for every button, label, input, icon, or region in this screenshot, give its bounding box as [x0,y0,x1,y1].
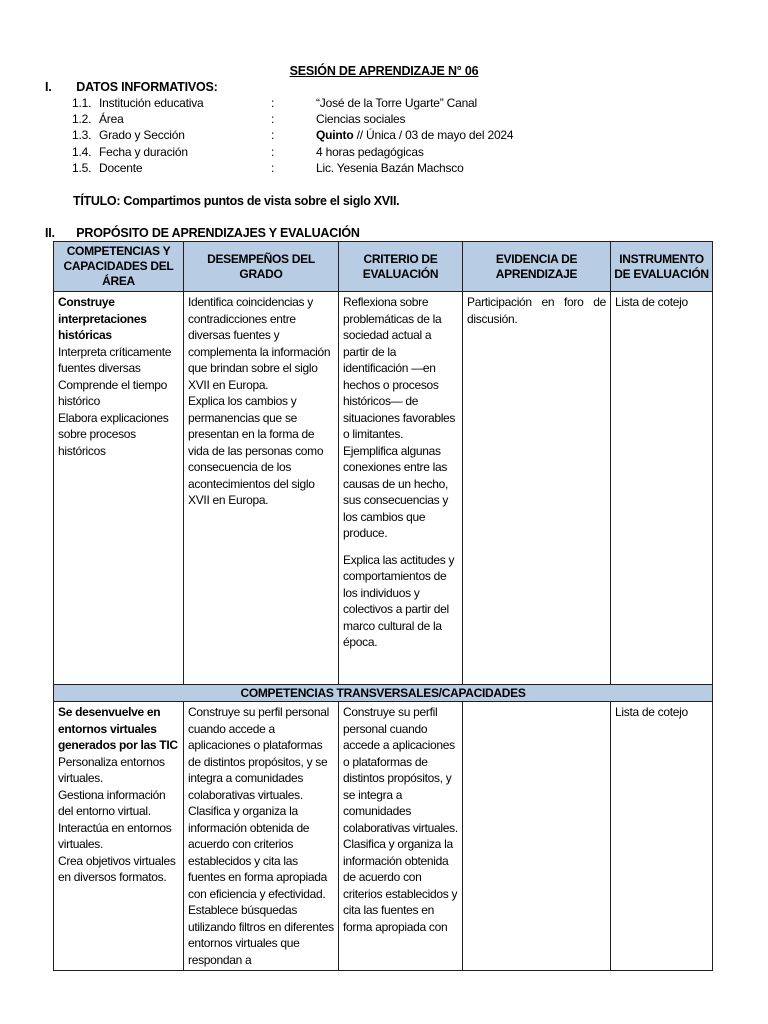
info-colon: : [271,112,275,126]
evidence-cell [463,292,611,685]
evidence-cell [463,702,611,971]
transversal-band-row [54,685,713,702]
section-1-number: I. [45,80,52,94]
criteria-text-2: Explica las actitudes y comportamientos de los individuos y colectivos a partir del marco cultural de la época. [343,552,455,649]
instrument-text: Lista de cotejo [615,295,688,309]
info-value: Ciencias sociales [316,112,406,126]
evidence-text: Participación en foro de discusión. [467,295,606,326]
instrument-text: Lista de cotejo [615,705,688,719]
criteria-text: Reflexiona sobre problemáticas de la sociedad actual a partir de la identificación —en hechos o procesos históricos— de situaciones favorables o limitantes. Ejemplifica algunas conexiones entre las causas de un hecho, sus consecuencias y los cambios que produce. [343,295,456,540]
info-value [316,128,513,142]
info-label: Área [99,112,124,126]
criteria-cell [339,292,463,685]
header-performance: DESEMPEÑOS DEL GRADO [184,242,339,292]
info-number: 1.4. [72,145,92,159]
info-number: 1.5. [72,161,92,175]
info-label: Fecha y duración [99,145,188,159]
criteria-text: Construye su perfil personal cuando accede a aplicaciones o plataformas de distintos propósitos, y se integra a comunidades colaborativas virtuales. Clasifica y organiza la información obtenida de acuerdo con criterios establecidos y cita las fuentes en forma apropiada con [343,705,458,934]
capacities-list: Personaliza entornos virtuales. Gestiona información del entorno virtual. Interactúa en entornos virtuales. Crea objetivos virtuales en diversos formatos. [58,754,176,884]
section-1-title: DATOS INFORMATIVOS: [76,80,218,94]
performance-text: Construye su perfil personal cuando accede a aplicaciones o plataformas de distintos propósitos, y se integra a comunidades colaborativas virtuales. Clasifica y organiza la información obtenida de acuerdo con criterios establecidos y cita las fuentes en forma apropiada con eficiencia y efectividad. Establece búsquedas utilizando filtros en diferentes entornos virtuales que respondan a [188,705,334,967]
info-colon: : [271,128,275,142]
table-header-row [54,242,713,292]
info-label: Grado y Sección [99,128,185,142]
header-competencies: COMPETENCIAS Y CAPACIDADES DEL ÁREA [54,242,184,292]
info-colon: : [271,145,275,159]
info-value: Lic. Yesenia Bazán Machsco [316,161,464,175]
performance-cell [184,702,339,971]
info-number: 1.1. [72,96,92,110]
performance-text: Identifica coincidencias y contradicciones entre diversas fuentes y complementa la información que brindan sobre el siglo XVII en Europa. Explica los cambios y permanencias que se presentan en la forma de vida de las personas como consecuencia de los acontecimientos del siglo XVII en Europa. [188,295,331,507]
competence-cell [54,702,184,971]
section-1-heading [45,80,218,94]
info-value: “José de la Torre Ugarte” Canal [316,96,477,110]
competence-title: Construye interpretaciones históricas [58,295,147,342]
header-evidence: EVIDENCIA DE APRENDIZAJE [463,242,611,292]
info-number: 1.2. [72,112,92,126]
grade-value: Quinto [316,128,354,142]
session-topic-title: TÍTULO: Compartimos puntos de vista sobre el siglo XVII. [73,194,400,208]
table-row [54,292,713,685]
header-instrument: INSTRUMENTO DE EVALUACIÓN [611,242,713,292]
section-date-value: // Única / 03 de mayo del 2024 [353,128,514,142]
session-title: SESIÓN DE APRENDIZAJE N° 06 [289,64,479,78]
section-2-number: II. [45,226,55,240]
evaluation-table [53,241,713,971]
capacities-list: Interpreta críticamente fuentes diversas Comprende el tiempo histórico Elabora explicaciones sobre procesos históricos [58,344,172,458]
info-label: Docente [99,161,143,175]
header-criteria: CRITERIO DE EVALUACIÓN [339,242,463,292]
section-2-heading [45,226,360,240]
instrument-cell [611,292,713,685]
info-number: 1.3. [72,128,92,142]
info-colon: : [271,161,275,175]
transversal-band: COMPETENCIAS TRANSVERSALES/CAPACIDADES [54,685,713,702]
info-value: 4 horas pedagógicas [316,145,424,159]
competence-cell [54,292,184,685]
info-label: Institución educativa [99,96,204,110]
table-row [54,702,713,971]
instrument-cell [611,702,713,971]
competence-title: Se desenvuelve en entornos virtuales generados por las TIC [58,705,178,752]
section-2-title: PROPÓSITO DE APRENDIZAJES Y EVALUACIÓN [76,226,360,240]
performance-cell [184,292,339,685]
criteria-cell [339,702,463,971]
info-colon: : [271,96,275,110]
